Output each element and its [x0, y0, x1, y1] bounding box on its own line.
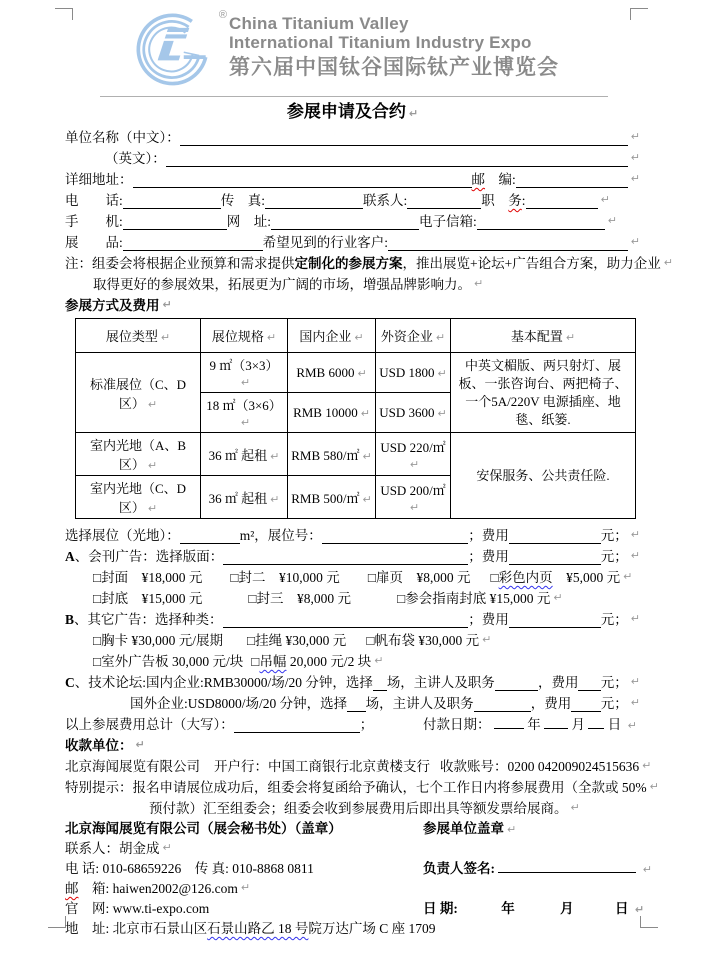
- organizer-address-c: 院万达广场 C 座 1709: [308, 921, 436, 936]
- cell-spec-9: [201, 353, 288, 393]
- paragraph-mark: ↵: [623, 570, 633, 583]
- section-c-speaker-label1: 场，主讲人及职务: [386, 675, 495, 690]
- cell-rmb-6000-text: RMB 6000: [296, 364, 355, 380]
- website-blank[interactable]: [271, 215, 419, 230]
- fax-label: 传 真:: [220, 193, 266, 208]
- footer-block: [65, 817, 652, 937]
- payee-title-row: [65, 733, 640, 754]
- section-c-label2: 国外企业:USD8000/场/20 分钟，选择: [130, 696, 348, 711]
- cell-spec-9-text: 9 ㎡（3×3）: [209, 358, 279, 373]
- contact-person: 联系人：胡金成: [65, 841, 160, 856]
- notice-line2: [65, 796, 640, 817]
- exhibitor-seal-label: 参展单位盖章: [423, 821, 504, 836]
- date-month-label: 月: [560, 901, 574, 916]
- section-a-blank[interactable]: [223, 550, 468, 565]
- expo-name-en-line2: International Titanium Industry Expo: [229, 33, 532, 52]
- option-guide-back-cover[interactable]: □参会指南封底 ¥15,000 元: [397, 591, 551, 606]
- note-text-a: 注：组委会将根据企业预算和需求提供: [65, 256, 295, 271]
- option-cover-front[interactable]: □封面 ¥18,000 元: [93, 570, 203, 585]
- notice-text2: 预付款）汇至组委会；组委会收到参展费用后即出具等额发票给展商。: [149, 801, 568, 816]
- paragraph-mark: ↵: [270, 492, 280, 506]
- paragraph-mark: ↵: [570, 801, 580, 814]
- paragraph-mark: ↵: [135, 738, 145, 751]
- payee-company: 北京海闻展览有限公司: [65, 759, 200, 774]
- organizer-address-squiggle: 石景山路乙 18 号: [207, 921, 309, 936]
- paragraph-mark: ↵: [474, 277, 484, 290]
- paragraph-mark: ↵: [360, 406, 370, 420]
- seal-row: [65, 817, 640, 837]
- booth-select-label: 选择展位（光地）：: [65, 528, 180, 543]
- paragraph-mark: ↵: [630, 130, 640, 143]
- cell-usd-3600-text: USD 3600: [379, 404, 435, 420]
- paragraph-mark: ↵: [162, 841, 172, 854]
- organizer-seal-label: 北京海闻展览有限公司（展会秘书处）（盖章）: [65, 821, 342, 836]
- section-c-letter: C: [65, 675, 75, 690]
- paragraph-mark: ↵: [642, 759, 652, 772]
- position-label-colon: :: [521, 193, 526, 208]
- tel-blank[interactable]: [123, 194, 221, 209]
- email-footer-row: [65, 877, 640, 897]
- option-inside-front[interactable]: □封二 ¥10,000 元: [230, 570, 340, 585]
- section-b-fee-label: ；费用: [468, 612, 509, 627]
- paragraph-mark: ↵: [630, 549, 640, 562]
- position-label-misspelled: 务: [508, 193, 522, 208]
- company-name-en-blank[interactable]: [166, 152, 628, 167]
- booth-select-row: [65, 523, 640, 544]
- option-canvas-bag[interactable]: □帆布袋 ¥30,000 元: [366, 633, 480, 648]
- address-label: 详细地址：: [65, 172, 133, 187]
- cell-spec-36-cd-text: 36 ㎡ 起租: [208, 490, 268, 506]
- cell-standard-booth-text: 标准展位（C、D 区）: [89, 376, 187, 411]
- paragraph-mark: ↵: [630, 528, 640, 541]
- mobile-web-row: [65, 209, 640, 230]
- exhibits-label: 展 品:: [65, 235, 123, 250]
- paragraph-mark: ↵: [630, 151, 640, 164]
- section-b-yuan: 元；: [600, 612, 628, 627]
- option-hanging-banner[interactable]: [251, 650, 371, 670]
- paragraph-mark: ↵: [266, 331, 277, 344]
- section-a-row: [65, 544, 640, 565]
- section-c-label1: 、技术论坛:国内企业:RMB30000/场/20 分钟，选择: [74, 675, 373, 690]
- position-blank[interactable]: [526, 194, 598, 209]
- email-label-misspelled: 邮: [65, 881, 79, 896]
- header-booth-spec: [201, 319, 288, 353]
- booth-fee-label: ；费用: [468, 528, 509, 543]
- payment-day-label: 日: [607, 717, 622, 732]
- cell-rmb-6000: [288, 353, 376, 393]
- total-fee-semi: ；: [359, 717, 374, 732]
- checkbox-icon[interactable]: □: [251, 654, 260, 669]
- paragraph-mark: ↵: [634, 903, 645, 916]
- option-outdoor-billboard[interactable]: □室外广告板 30,000 元/块: [93, 654, 244, 669]
- total-fee-row: [65, 712, 640, 733]
- paragraph-mark: ↵: [630, 696, 641, 709]
- section-c-row2: [65, 691, 640, 712]
- total-fee-label: 以上参展费用总计（大写）：: [65, 717, 234, 732]
- paragraph-mark: ↵: [663, 256, 673, 269]
- paragraph-mark: ↵: [409, 500, 420, 514]
- cell-raw-space-ab: [76, 433, 201, 476]
- section-b-options-row2: [65, 649, 640, 670]
- expo-header-text: [229, 10, 559, 81]
- organizer-tel-fax: 电 话: 010-68659226 传 真: 010-8868 0811: [65, 861, 314, 876]
- company-name-en-label: （英文）：: [105, 151, 166, 166]
- section-b-label: 、其它广告：选择种类：: [74, 612, 223, 627]
- section-b-row: [65, 607, 640, 628]
- paragraph-mark: ↵: [362, 449, 372, 463]
- notice-line1: [65, 775, 659, 796]
- header-booth-type: [76, 319, 201, 353]
- cell-raw-space-cd-text: 室内光地（C、D 区）: [89, 481, 187, 515]
- total-fee-blank[interactable]: [234, 718, 360, 733]
- option-inside-back[interactable]: □封三 ¥8,000 元: [248, 591, 352, 606]
- paragraph-mark: ↵: [565, 331, 576, 344]
- date-group: [423, 897, 645, 917]
- cell-rmb-580: [288, 433, 376, 476]
- titanium-valley-logo-icon: [133, 10, 215, 88]
- paragraph-mark: ↵: [409, 457, 420, 471]
- notice-text1: 特别提示：报名申请展位成功后，组委会将复函给予确认，七个工作日内将参展费用（全款或 50%: [65, 780, 647, 795]
- expo-name-cn: 第六届中国钛谷国际钛产业博览会: [229, 56, 559, 79]
- payment-year-blank[interactable]: [494, 714, 524, 729]
- option-title-page[interactable]: □扉页 ¥8,000 元: [367, 570, 471, 585]
- cell-usd-220: [376, 433, 451, 476]
- cell-raw-space-ab-text: 室内光地（A、B 区）: [89, 438, 187, 472]
- option-back-cover[interactable]: □封底 ¥15,000 元: [93, 591, 203, 606]
- email-label: 电子信箱:: [419, 214, 477, 229]
- page-title: [65, 99, 640, 125]
- header-foreign-text: 外资企业: [380, 329, 433, 344]
- paragraph-mark: ↵: [600, 193, 610, 206]
- expo-header: [133, 10, 640, 92]
- payee-title-text: 收款单位：: [65, 738, 133, 753]
- section-c-row1: [65, 670, 640, 691]
- paragraph-mark: ↵: [649, 780, 659, 793]
- header-basic-config-text: 基本配置: [510, 329, 563, 344]
- expo-name-en-line1: China Titanium Valley: [229, 14, 409, 33]
- table-row: [76, 433, 636, 476]
- paragraph-mark: ↵: [630, 235, 640, 248]
- paragraph-mark: ↵: [160, 331, 171, 344]
- section-b-fee-blank[interactable]: [509, 613, 601, 628]
- zip-blank[interactable]: [516, 173, 628, 188]
- speaker-blank-foreign[interactable]: [474, 697, 531, 712]
- header-domestic: [288, 319, 376, 353]
- section-a-yuan: 元；: [600, 549, 628, 564]
- cell-spec-36-cd: [201, 476, 288, 519]
- exhibits-row: [65, 230, 640, 251]
- page-title-text: 参展申请及合约: [286, 102, 406, 121]
- date-year-label: 年: [501, 901, 515, 916]
- cell-raw-space-cd: [76, 476, 201, 519]
- forum-fee-blank-domestic[interactable]: [578, 676, 600, 691]
- booth-yuan-label: 元；: [600, 528, 628, 543]
- section-b-blank[interactable]: [223, 613, 469, 628]
- cell-spec-36-ab-text: 36 ㎡ 起租: [208, 447, 268, 463]
- note-text-bold: 定制化的参展方案: [294, 256, 403, 271]
- header-foreign: [376, 319, 451, 353]
- tel-fax-footer-row: [65, 857, 652, 877]
- company-name-cn-label: 单位名称（中文）：: [65, 130, 180, 145]
- company-name-en-row: [65, 146, 640, 167]
- section-a-label: 、会刊广告：选择版面：: [74, 549, 224, 564]
- cell-spec-18-text: 18 ㎡（3×6）: [206, 398, 282, 413]
- note-text-d: 取得更好的参展效果，拓展更为广阔的市场，增强品牌影响力。: [93, 277, 471, 292]
- payment-month-blank[interactable]: [544, 714, 568, 729]
- paragraph-mark: ↵: [408, 107, 419, 120]
- booth-price-table: [75, 318, 636, 519]
- fax-blank[interactable]: [265, 194, 363, 209]
- cell-config-standard-text: 中英文楣版、两只射灯、展板、一张咨询台、两把椅子、一个5A/220V 电源插座、地毯、纸篓.: [458, 357, 628, 427]
- forum-count-blank-foreign[interactable]: [347, 697, 365, 712]
- cell-usd-200-text: USD 200/㎡: [380, 482, 446, 498]
- cell-config-standard: [451, 353, 636, 433]
- paragraph-mark: ↵: [147, 397, 158, 411]
- company-name-cn-blank[interactable]: [180, 131, 628, 146]
- cell-spec-36-ab: [201, 433, 288, 476]
- section-a-letter: A: [65, 549, 75, 564]
- zip-label: 编:: [485, 172, 516, 187]
- payment-month-label: 月: [571, 717, 585, 732]
- address-row: [65, 167, 640, 188]
- section-b-options-row1: [65, 628, 640, 649]
- exhibits-blank[interactable]: [123, 236, 263, 251]
- paragraph-mark: ↵: [642, 863, 652, 876]
- cell-usd-200: [376, 476, 451, 519]
- table-header-row: [76, 319, 636, 353]
- bank-info-row: [65, 754, 652, 775]
- paragraph-mark: ↵: [147, 502, 158, 515]
- paragraph-mark: ↵: [147, 459, 158, 472]
- mobile-blank[interactable]: [123, 215, 227, 230]
- paragraph-mark: ↵: [357, 366, 367, 380]
- website-footer-row: [65, 897, 645, 917]
- tel-label: 电 话:: [65, 193, 123, 208]
- bank-account: 收款账号：0200 042009024515636: [440, 759, 640, 774]
- header-basic-config: [451, 319, 636, 353]
- cell-usd-3600: [376, 393, 451, 433]
- cell-rmb-10000-text: RMB 10000: [293, 404, 358, 420]
- section-c-fee-label1: ，费用: [537, 675, 579, 690]
- signature-blank[interactable]: [498, 858, 636, 873]
- section-c-yuan2: 元；: [600, 696, 628, 711]
- forum-count-blank-domestic[interactable]: [373, 676, 387, 691]
- cell-config-raw-space: [451, 433, 636, 519]
- section-a-options-row2: [65, 586, 640, 607]
- booth-fee-blank[interactable]: [509, 529, 601, 544]
- speaker-blank-domestic[interactable]: [495, 676, 538, 691]
- section-c-speaker-label2: 场，主讲人及职务: [365, 696, 474, 711]
- contact-blank[interactable]: [407, 194, 481, 209]
- cell-spec-18: [201, 393, 288, 433]
- fee-section-title: [65, 293, 640, 314]
- header-booth-spec-text: 展位规格: [211, 329, 264, 344]
- section-c-yuan1: 元；: [600, 675, 628, 690]
- paragraph-mark: ↵: [240, 881, 251, 894]
- cell-rmb-580-text: RMB 580/㎡: [291, 447, 360, 463]
- paragraph-mark: ↵: [240, 376, 251, 389]
- paragraph-mark: ↵: [437, 366, 447, 380]
- company-name-cn-row: [65, 125, 640, 146]
- paragraph-mark: ↵: [630, 675, 640, 688]
- website-label: 网 址:: [226, 214, 272, 229]
- signature-label: 负责人签名:: [423, 861, 499, 876]
- paragraph-mark: ↵: [354, 331, 364, 344]
- option-color-page-name: 彩色内页: [498, 570, 553, 585]
- crop-mark-bottom-left: [48, 916, 66, 928]
- payment-date-label: 付款日期：: [423, 717, 491, 732]
- option-lanyard[interactable]: □挂绳 ¥30,000 元: [247, 633, 347, 648]
- cell-config-raw-space-text: 安保服务、公共责任险.: [476, 467, 610, 483]
- bank-name: 开户行：中国工商银行北京黄楼支行: [214, 759, 430, 774]
- position-label-a: 职: [481, 193, 509, 208]
- customers-blank[interactable]: [388, 236, 628, 251]
- section-b-letter: B: [65, 612, 75, 627]
- cell-usd-1800-text: USD 1800: [379, 364, 435, 380]
- section-c-fee-label2: ，费用: [530, 696, 572, 711]
- header-divider: [100, 96, 608, 97]
- paragraph-mark: ↵: [630, 612, 640, 625]
- option-badge[interactable]: □胸卡 ¥30,000 元/展期: [93, 633, 224, 648]
- paragraph-mark: ↵: [630, 172, 640, 185]
- table-row: [76, 353, 636, 393]
- paragraph-mark: ↵: [270, 449, 280, 463]
- option-hanging-banner-price: 20,000 元/2 块: [286, 654, 372, 669]
- payment-date-group: [423, 713, 640, 733]
- booth-no-label: m²，展位号：: [239, 528, 322, 543]
- forum-fee-blank-foreign[interactable]: [571, 697, 601, 712]
- section-a-fee-label: ；费用: [468, 549, 509, 564]
- paragraph-mark: ↵: [437, 406, 447, 420]
- section-a-fee-blank[interactable]: [509, 550, 601, 565]
- organizer-email: 箱: haiwen2002@126.com: [78, 881, 238, 896]
- paragraph-mark: ↵: [507, 823, 517, 836]
- paragraph-mark: ↵: [240, 416, 251, 429]
- contact-person-row: [65, 837, 640, 857]
- payment-year-label: 年: [527, 717, 541, 732]
- cell-rmb-500: [288, 476, 376, 519]
- document-body: [65, 9, 673, 937]
- option-color-page-price: ¥5,000 元: [552, 570, 621, 585]
- mobile-label: 手 机:: [65, 214, 123, 229]
- paragraph-mark: ↵: [607, 214, 618, 227]
- date-day-label: 日: [615, 901, 629, 916]
- note-text-c: ，推出展览+论坛+广告组合方案，助力企业: [402, 256, 661, 271]
- fee-section-title-text: 参展方式及费用: [65, 298, 160, 313]
- email-blank[interactable]: [477, 215, 605, 230]
- section-a-options-row1: [65, 565, 640, 586]
- booth-no-blank[interactable]: [322, 529, 468, 544]
- checkbox-icon[interactable]: □: [490, 570, 499, 585]
- header-domestic-text: 国内企业: [299, 329, 352, 344]
- paragraph-mark: ↵: [627, 719, 637, 732]
- expo-logo: [133, 9, 227, 88]
- cell-rmb-10000: [288, 393, 376, 433]
- contact-label: 联系人:: [363, 193, 408, 208]
- paragraph-mark: ↵: [435, 331, 446, 344]
- organizer-website: 官 网: www.ti-expo.com: [65, 901, 210, 916]
- cell-usd-220-text: USD 220/㎡: [380, 439, 446, 455]
- cell-standard-booth: [76, 353, 201, 433]
- address-blank[interactable]: [133, 173, 472, 188]
- header-booth-type-text: 展位类型: [105, 329, 158, 344]
- tel-fax-row: [65, 188, 640, 209]
- cell-usd-1800: [376, 353, 451, 393]
- paragraph-mark: ↵: [162, 298, 172, 311]
- note-line1: [65, 251, 673, 272]
- booth-area-blank[interactable]: [180, 529, 240, 544]
- option-hanging-banner-name: 吊幅: [259, 654, 287, 669]
- paragraph-mark: ↵: [362, 492, 372, 506]
- paragraph-mark: ↵: [374, 654, 384, 667]
- zip-label-misspelled: 邮: [471, 172, 486, 187]
- registered-trademark-icon: ®: [218, 9, 227, 21]
- organizer-address-a: 地 址: 北京市石景山区: [65, 921, 208, 936]
- customers-label: 希望见到的行业客户:: [262, 235, 389, 250]
- paragraph-mark: ↵: [482, 633, 492, 646]
- crop-mark-bottom-right: [640, 916, 658, 928]
- payment-day-blank[interactable]: [588, 714, 604, 729]
- address-footer-row: [65, 917, 640, 937]
- note-line2: [65, 272, 640, 293]
- date-label: 日 期:: [423, 901, 458, 916]
- option-color-page[interactable]: [490, 566, 620, 586]
- cell-rmb-500-text: RMB 500/㎡: [291, 490, 360, 506]
- paragraph-mark: ↵: [553, 591, 563, 604]
